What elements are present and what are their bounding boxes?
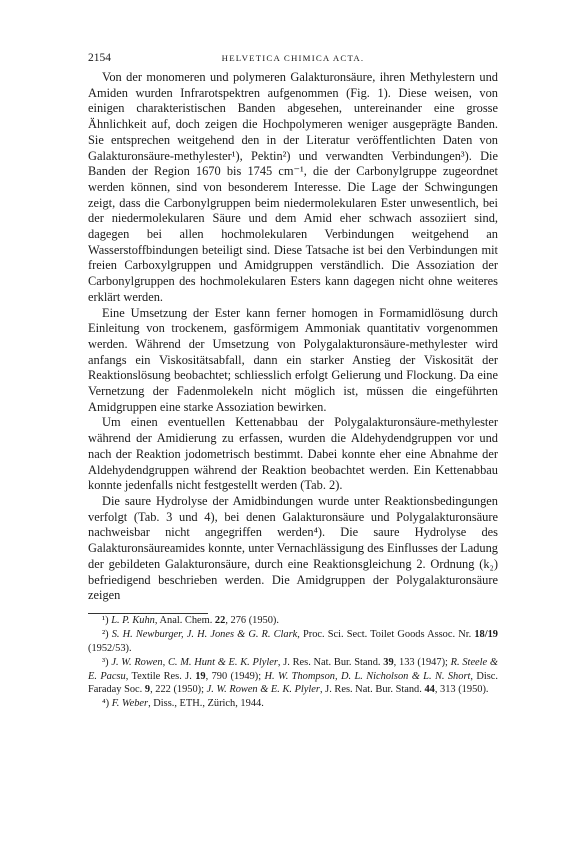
footnote-marker: ³) (102, 656, 109, 668)
footnote-pages: , 313 (1950). (434, 684, 489, 696)
footnote-authors: F. Weber (111, 698, 149, 710)
journal-title: HELVETICA CHIMICA ACTA. (221, 53, 365, 63)
footnote-volume: 44 (424, 684, 435, 696)
footnote-source: , Anal. Chem. (154, 614, 215, 626)
footnote-source: , J. Res. Nat. Bur. Stand. (319, 684, 425, 696)
page (88, 52, 498, 711)
footnote-marker: ²) (102, 628, 109, 640)
paragraph-2: Eine Umsetzung der Ester kann ferner homogen in Formamidlösung durch Einleitung von trockenem, gasförmigem Ammoniak quantitativ vorgenommen werden. Während der Umsetzung von Polygalakturonsäure-methylester wird anfangs ein Viskositätsabfall, dann ein starker Anstieg der Viskosität der Reaktionslösung beobachtet; schliesslich erfolgt Gelierung und Flockung. Da eine Vernetzung der Fadenmolekeln nicht möglich ist, müssen die eingeführten Amidgruppen eine starke Assoziation bewirken. (88, 305, 498, 414)
footnote-source: , Textile Res. J. (125, 670, 196, 682)
footnote-volume: 19 (195, 670, 206, 682)
footnote-volume: 18/19 (474, 628, 498, 640)
footnote-pages: , 276 (1950). (225, 614, 279, 626)
footnote-source: , Diss., ETH., Zürich, 1944. (148, 698, 264, 710)
footnote-marker: ¹) (102, 614, 109, 626)
footnote-volume: 39 (383, 656, 394, 668)
footnote-source: , J. Res. Nat. Bur. Stand. (277, 656, 384, 668)
footnotes (88, 614, 498, 711)
footnote-4 (88, 697, 498, 711)
footnote-volume: 22 (214, 614, 226, 626)
footnote-2 (88, 628, 498, 656)
body-text (88, 70, 498, 604)
running-header (88, 52, 498, 70)
footnote-authors: J. W. Rowen, C. M. Hunt & E. K. Plyler (111, 656, 278, 668)
paragraph-3: Um einen eventuellen Kettenabbau der Polygalakturonsäure-methylester während der Amidierung zu erfassen, wurden die Aldehydendgruppen vor und nach der Reaktion jodometrisch bestimmt. Dabei konnte eher eine Abnahme der Aldehydendgruppen während der Reaktion beobachtet werden. Ein Kettenabbau konnte jedenfalls nicht festgestellt werden (Tab. 2). (88, 415, 498, 493)
footnote-authors: L. P. Kuhn (111, 614, 155, 626)
footnote-authors: H. W. Thompson, D. L. Nicholson & L. N. Short (264, 670, 471, 682)
paragraph-1: Von der monomeren und polymeren Galakturonsäure, ihren Methylestern und Amiden wurden Infrarotspektren aufgenommen (Fig. 1). Diese weisen, von einigen charakteristischen Banden abgesehen, untereinander eine grosse Ähnlichkeit auf, doch zeigen die Hochpolymeren weniger ausgeprägte Banden. Sie entsprechen weitgehend den in der Literatur veröffentlichten Daten von Galakturonsäure-methylester¹), Pektin²) und verwandten Verbindungen³). Die Banden der Region 1670 bis 1745 cm⁻¹, die der Carbonylgruppe zugeordnet werden können, sind von besonderem Interesse. Die Lage der Schwingungen zeigt, dass die Carbonylgruppen beim niedermolekularen Ester unwesentlich, bei der niedermolekularen Säure und dem Amid eher schwach assoziiert sind, dagegen bei allen hochmolekularen Verbindungen weitgehend an Wasserstoffbindungen beteiligt sind. Diese Tatsache ist bei den Verbindungen mit freien Carboxylgruppen und Amidgruppen verständlich. Die Assoziation der Carbonylgruppen des hochmolekularen Esters kann dagegen nicht ohne weiteres erklärt werden. (88, 70, 498, 304)
footnote-pages: , 133 (1947); (393, 656, 451, 668)
paragraph-4: Die saure Hydrolyse der Amidbindungen wurde unter Reaktionsbedingungen verfolgt (Tab. 3 und 4), bei denen Galakturonsäure und Polygalakturonsäure nachweisbar nicht angegriffen werden⁴). Die saure Hydrolyse des Galakturonsäureamides konnte, unter Vernachlässigung des Einflusses der Ladung der gebildeten Galakturonsäure, durch eine Reaktionsgleichung 2. Ordnung (k₂) befriedigend beschrieben werden. Die Amidgruppen der Polygalakturonsäure zeigen (88, 493, 498, 603)
footnote-source: , Disc. Faraday Soc. (88, 670, 498, 696)
page-number: 2154 (88, 52, 111, 64)
footnote-authors: J. W. Rowen & E. K. Plyler (206, 684, 320, 696)
footnote-3 (88, 656, 498, 698)
footnote-volume: 9 (144, 684, 151, 696)
footnote-1 (88, 614, 498, 628)
footnote-pages: (1952/53). (88, 642, 132, 654)
footnote-authors: S. H. Newburger, J. H. Jones & G. R. Clark (111, 628, 298, 640)
footnote-source: , Proc. Sci. Sect. Toilet Goods Assoc. Nr. (297, 628, 475, 640)
footnote-marker: ⁴) (102, 698, 110, 710)
footnote-authors: R. Steele & E. Pacsu (88, 656, 498, 682)
footnote-pages: , 222 (1950); (150, 684, 207, 696)
footnote-pages: , 790 (1949); (205, 670, 265, 682)
